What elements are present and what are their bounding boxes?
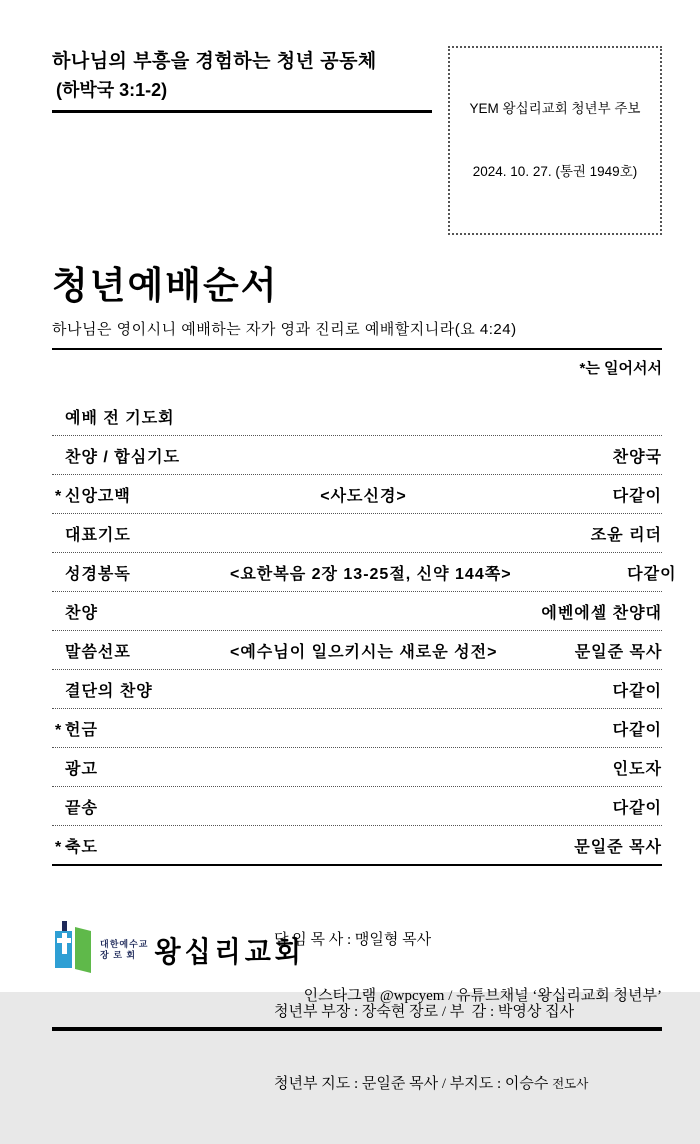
order-row [52,631,662,670]
social-media-line: 인스타그램 @wpcyem / 유튜브채널 ‘왕십리교회 청년부’ [303,988,662,1005]
order-item-performer: 다같이 [612,799,662,817]
order-row [52,748,662,787]
standing-star: * [55,487,63,505]
order-item-detail: <사도신경> [320,487,407,505]
church-door-cross-icon [54,920,94,979]
order-item-performer: 다같이 [627,565,677,583]
header [52,46,662,235]
order-item-label: 찬양 / 합심기도 [65,448,181,466]
order-row [52,475,662,514]
order-item-label: 끝송 [65,799,98,817]
order-item-detail: <요한복음 2장 13-25절, 신약 144쪽> [230,565,512,583]
order-item-performer: 다같이 [612,682,662,700]
motto-scripture-ref: (하박국 3:1-2) [56,80,168,100]
staff-line: 담 임 목 사 : 맹일형 목사 [274,932,432,949]
order-item-label: 대표기도 [65,526,131,544]
order-item-detail: <예수님이 일으키시는 새로운 성전> [230,643,498,661]
order-item-performer: 다같이 [612,487,662,505]
staff-line: 청년부 지도 : 문일준 목사 / 부지도 : 이승수 전도사 [274,1076,589,1093]
standing-note: *는 일어서서 [579,360,662,378]
order-row [52,553,677,592]
bulletin-info-box [448,46,662,235]
staff-line: 청년부 부장 : 장숙현 장로 / 부 감 : 박영상 집사 [274,1004,575,1021]
order-item-performer: 조윤 리더 [590,526,662,544]
motto-text: 하나님의 부흥을 경험하는 청년 공동체 [52,51,377,72]
order-row [52,514,662,553]
bulletin-name: YEM 왕십리교회 청년부 주보 [469,100,641,116]
order-row [52,397,662,436]
denomination-label: 대한예수교 장 로 회 [100,938,149,960]
order-item-performer: 문일준 목사 [574,838,662,856]
motto-block [52,46,432,113]
staff-info [274,880,588,1144]
order-item-label: 헌금 [65,721,98,739]
order-item-label: 신앙고백 [65,487,131,505]
church-name: 왕십리교회 [154,936,305,969]
order-row [52,787,662,826]
order-item-label: 말씀선포 [65,643,131,661]
order-row [52,670,662,709]
order-item-label: 결단의 찬양 [65,682,153,700]
order-item-label: 성경봉독 [65,565,131,583]
order-row [52,826,662,864]
bulletin-date-issue: 2024. 10. 27. (통권 1949호) [472,163,638,179]
order-item-label: 예배 전 기도회 [65,409,175,427]
order-item-label: 광고 [65,760,98,778]
order-item-performer: 인도자 [612,760,662,778]
order-item-label: 찬양 [65,604,98,622]
standing-star: * [55,838,63,856]
page-title: 청년예배순서 [52,266,279,308]
order-row [52,709,662,748]
order-row [52,436,662,475]
order-item-performer: 찬양국 [612,448,662,466]
scripture-subtitle: 하나님은 영이시니 예배하는 자가 영과 진리로 예배할지니라(요 4:24) [52,318,662,350]
worship-order-list [52,397,677,866]
order-item-performer: 에벤에셀 찬양대 [541,604,662,622]
bulletin-content [52,46,677,1093]
order-item-label: 축도 [65,838,98,856]
church-logo [54,920,305,979]
order-item-performer: 문일준 목사 [574,643,663,661]
standing-star: * [55,721,63,739]
order-row [52,592,662,631]
order-item-performer: 다같이 [612,721,662,739]
